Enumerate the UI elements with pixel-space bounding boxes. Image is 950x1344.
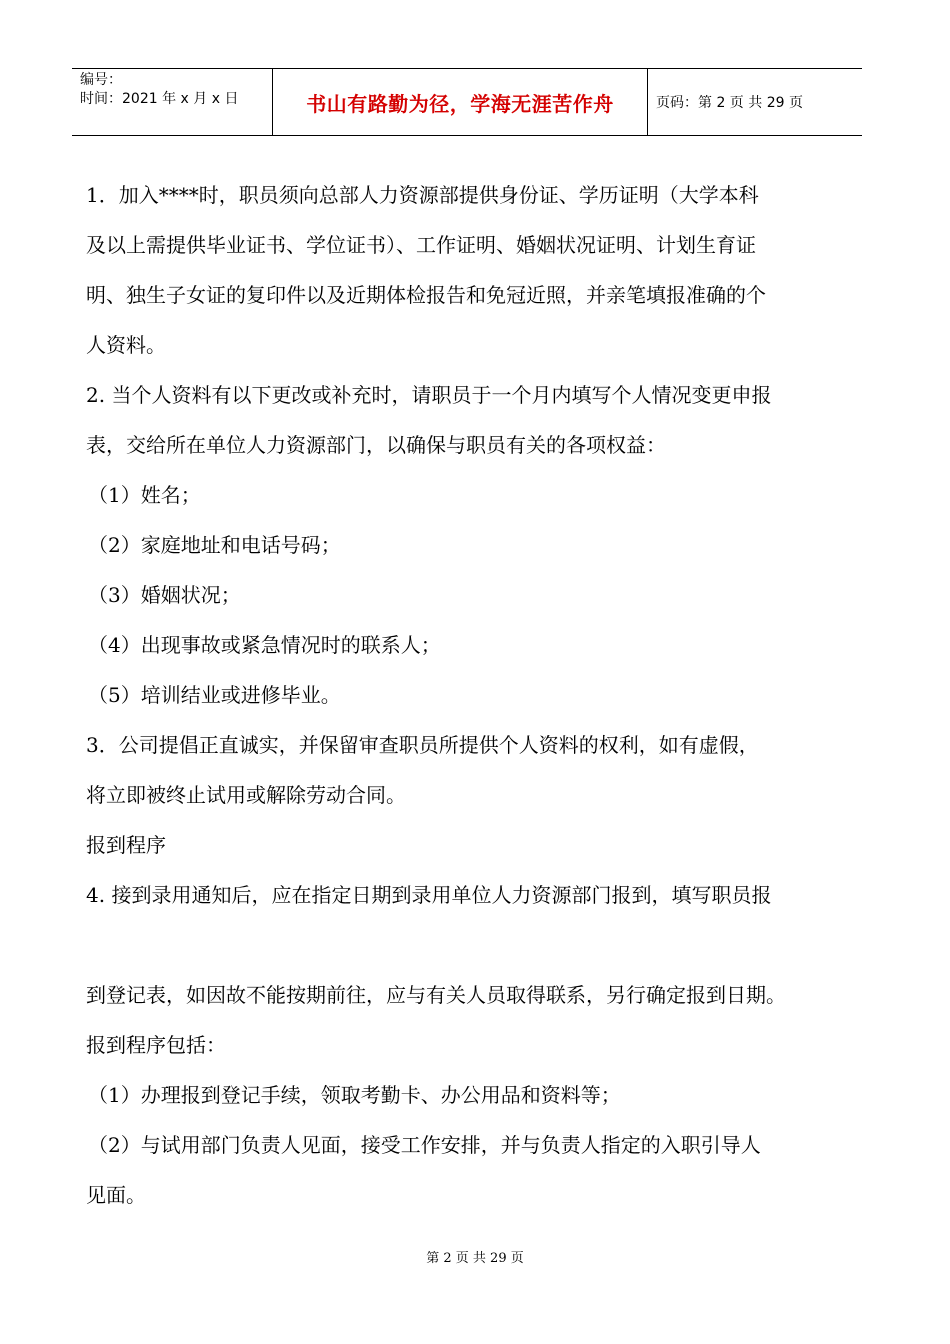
body-line: 人资料。: [86, 333, 166, 357]
body-line: 将立即被终止试用或解除劳动合同。: [86, 783, 406, 807]
document-time-label: 时间：2021 年 x 月 x 日: [80, 91, 239, 107]
body-line: 到登记表，如因故不能按期前往，应与有关人员取得联系，另行确定报到日期。: [86, 983, 786, 1007]
body-line: 3．公司提倡正直诚实，并保留审查职员所提供个人资料的权利，如有虚假，: [86, 733, 759, 757]
page-gap: [86, 920, 866, 970]
list-item: （1）办理报到登记手续，领取考勤卡、办公用品和资料等；: [88, 1083, 621, 1107]
body-line: 1．加入****时，职员须向总部人力资源部提供身份证、学历证明（大学本科: [86, 183, 759, 207]
body-line: 报到程序包括：: [86, 1033, 226, 1057]
list-item: （5）培训结业或进修毕业。: [88, 683, 341, 707]
body-line: 表，交给所在单位人力资源部门，以确保与职员有关的各项权益：: [86, 433, 666, 457]
list-item: （2）家庭地址和电话号码；: [88, 533, 341, 557]
document-number-label: 编号：: [80, 72, 122, 88]
list-item: （4）出现事故或紧急情况时的联系人；: [88, 633, 441, 657]
list-item: （3）婚姻状况；: [88, 583, 241, 607]
list-item: （1）姓名；: [88, 483, 201, 507]
section-heading: 报到程序: [86, 833, 166, 857]
header-motto: 书山有路勤为径，学海无涯苦作舟: [273, 69, 648, 135]
page-footer: 第 2 页 共 29 页: [426, 1251, 524, 1266]
document-body: [86, 170, 866, 1220]
page-header: [72, 68, 862, 136]
body-line: 见面。: [86, 1183, 146, 1207]
body-line: 明、独生子女证的复印件以及近期体检报告和免冠近照，并亲笔填报准确的个: [86, 283, 766, 307]
header-page-info: 页码：第 2 页 共 29 页: [656, 95, 803, 111]
body-line: 及以上需提供毕业证书、学位证书）、工作证明、婚姻状况证明、计划生育证: [86, 233, 756, 257]
body-line: 2. 当个人资料有以下更改或补充时，请职员于一个月内填写个人情况变更申报: [86, 383, 772, 407]
header-meta: [72, 69, 273, 135]
body-line: 4. 接到录用通知后，应在指定日期到录用单位人力资源部门报到，填写职员报: [86, 883, 772, 907]
list-item: （2）与试用部门负责人见面，接受工作安排，并与负责人指定的入职引导人: [88, 1133, 761, 1157]
